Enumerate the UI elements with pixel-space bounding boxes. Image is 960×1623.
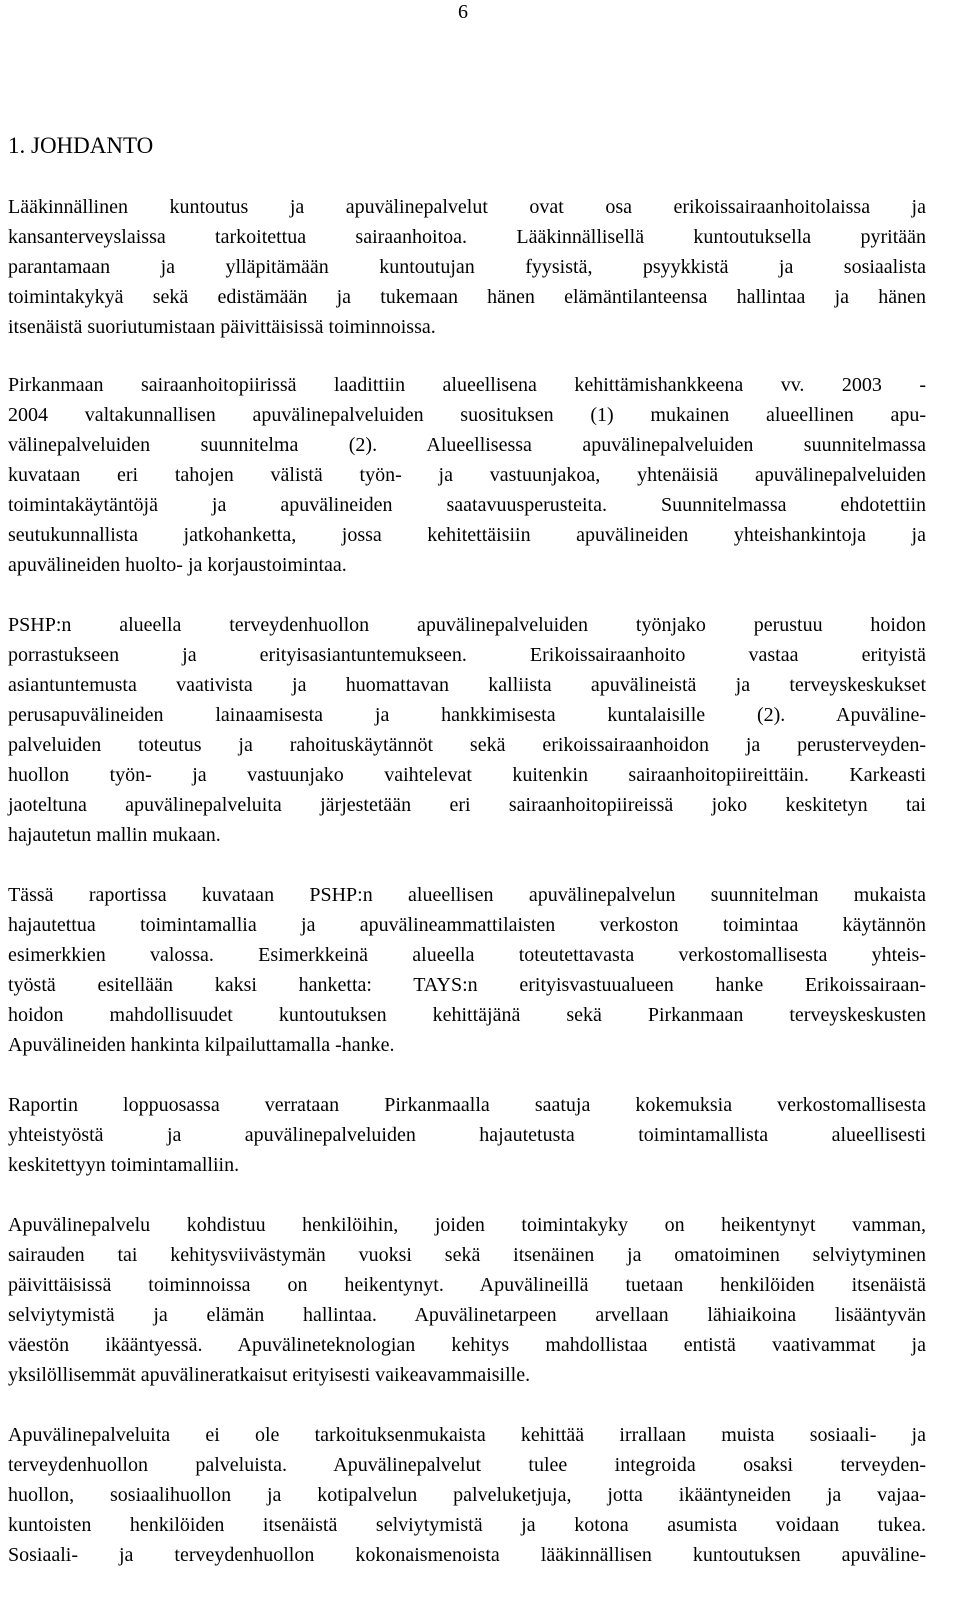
paragraph-target-group	[8, 1210, 926, 1390]
text-line: 2004 valtakunnallisen apuvälinepalveluiden suosituksen (1) mukainen alueellinen apu-	[8, 404, 926, 426]
text-line: palveluiden toteutus ja rahoituskäytännöt sekä erikoissairaanhoidon ja perusterveyden-	[8, 734, 926, 756]
text-line: seutukunnallista jatkohanketta, jossa kehitettäisiin apuvälineiden yhteishankintoja ja	[8, 524, 926, 546]
text-line: Pirkanmaan sairaanhoitopiirissä laadittiin alueellisena kehittämishankkeena vv. 2003 -	[8, 374, 926, 396]
text-line: yksilöllisemmät apuvälineratkaisut erityisesti vaikeavammaisille.	[8, 1364, 531, 1386]
text-line: yhteistyöstä ja apuvälinepalveluiden hajautetusta toimintamallista alueellisesti	[8, 1124, 926, 1146]
text-line: esimerkkien valossa. Esimerkkeinä alueella toteutettavasta verkostomallisesta yhteis-	[8, 944, 926, 966]
text-line: sairauden tai kehitysviivästymän vuoksi sekä itsenäinen ja omatoiminen selviytyminen	[8, 1244, 926, 1266]
text-line: toimintakykyä sekä edistämään ja tukemaan hänen elämäntilanteensa hallintaa ja hänen	[8, 286, 926, 308]
text-line: keskitettyyn toimintamalliin.	[8, 1154, 240, 1176]
text-line: perusapuvälineiden lainaamisesta ja hankkimisesta kuntalaisille (2). Apuväline-	[8, 704, 926, 726]
page-number: 6	[458, 1, 468, 23]
text-line: selviytymistä ja elämän hallintaa. Apuvälinetarpeen arvellaan lähiaikoina lisääntyvän	[8, 1304, 926, 1326]
paragraph-comparison	[8, 1090, 926, 1180]
text-line: Apuvälineiden hankinta kilpailuttamalla -hanke.	[8, 1034, 395, 1056]
text-line: Lääkinnällinen kuntoutus ja apuvälinepalvelut ovat osa erikoissairaanhoitolaissa ja	[8, 196, 926, 218]
text-line: välinepalveluiden suunnitelma (2). Alueellisessa apuvälinepalveluiden suunnitelmassa	[8, 434, 926, 456]
section-heading: 1. JOHDANTO	[8, 133, 154, 158]
text-line: PSHP:n alueella terveydenhuollon apuvälinepalveluiden työnjako perustuu hoidon	[8, 614, 926, 636]
paragraph-intro	[8, 192, 926, 342]
text-line: porrastukseen ja erityisasiantuntemukseen. Erikoissairaanhoito vastaa erityistä	[8, 644, 926, 666]
text-line: Apuvälinepalveluita ei ole tarkoituksenmukaista kehittää irrallaan muista sosiaali- ja	[8, 1424, 926, 1446]
paragraph-regional-plan	[8, 370, 926, 580]
paragraph-division-of-work	[8, 610, 926, 850]
text-line: huollon työn- ja vastuunjako vaihtelevat kuitenkin sairaanhoitopiireittäin. Karkeasti	[8, 764, 926, 786]
text-line: itsenäistä suoriutumistaan päivittäisissä toiminnoissa.	[8, 316, 436, 338]
text-line: hajautetun mallin mukaan.	[8, 824, 221, 846]
text-line: Tässä raportissa kuvataan PSHP:n alueellisen apuvälinepalvelun suunnitelman mukaista	[8, 884, 926, 906]
text-line: terveydenhuollon palveluista. Apuvälinepalvelut tulee integroida osaksi terveyden-	[8, 1454, 926, 1476]
text-line: kansanterveyslaissa tarkoitettua sairaanhoitoa. Lääkinnällisellä kuntoutuksella pyritään	[8, 226, 926, 248]
text-line: toimintakäytäntöjä ja apuvälineiden saatavuusperusteita. Suunnitelmassa ehdotettiin	[8, 494, 926, 516]
text-line: väestön ikääntyessä. Apuvälineteknologian kehitys mahdollistaa entistä vaativammat ja	[8, 1334, 926, 1356]
text-line: työstä esitellään kaksi hanketta: TAYS:n erityisvastuualueen hanke Erikoissairaan-	[8, 974, 926, 996]
text-line: apuvälineiden huolto- ja korjaustoimintaa.	[8, 554, 347, 576]
text-line: kuvataan eri tahojen välistä työn- ja vastuunjakoa, yhtenäisiä apuvälinepalveluiden	[8, 464, 926, 486]
text-line: Sosiaali- ja terveydenhuollon kokonaismenoista lääkinnällisen kuntoutuksen apuväline-	[8, 1544, 926, 1566]
text-line: jaoteltuna apuvälinepalveluita järjestetään eri sairaanhoitopiireissä joko keskitetyn tai	[8, 794, 926, 816]
text-line: huollon, sosiaalihuollon ja kotipalvelun palveluketjuja, jotta ikääntyneiden ja vajaa-	[8, 1484, 926, 1506]
text-line: kuntoisten henkilöiden itsenäistä selviytymistä ja kotona asumista voidaan tukea.	[8, 1514, 926, 1536]
text-line: päivittäisissä toiminnoissa on heikentynyt. Apuvälineillä tuetaan henkilöiden itsenäistä	[8, 1274, 926, 1296]
text-line: asiantuntemusta vaativista ja huomattavan kalliista apuvälineistä ja terveyskeskukset	[8, 674, 926, 696]
text-line: hajautettua toimintamallia ja apuvälineammattilaisten verkoston toimintaa käytännön	[8, 914, 926, 936]
paragraph-integration	[8, 1420, 926, 1570]
text-line: hoidon mahdollisuudet kuntoutuksen kehittäjänä sekä Pirkanmaan terveyskeskusten	[8, 1004, 926, 1026]
text-line: Raportin loppuosassa verrataan Pirkanmaalla saatuja kokemuksia verkostomallisesta	[8, 1094, 926, 1116]
text-line: parantamaan ja ylläpitämään kuntoutujan fyysistä, psyykkistä ja sosiaalista	[8, 256, 926, 278]
paragraph-report-scope	[8, 880, 926, 1060]
text-line: Apuvälinepalvelu kohdistuu henkilöihin, joiden toimintakyky on heikentynyt vamman,	[8, 1214, 926, 1236]
